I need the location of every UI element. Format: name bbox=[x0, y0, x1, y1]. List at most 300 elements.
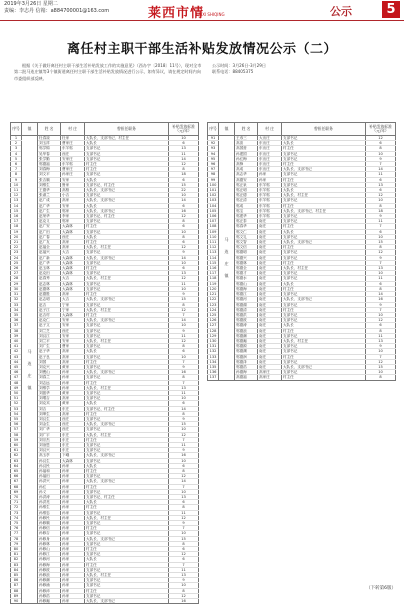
village-cell: 南庄 bbox=[258, 234, 282, 239]
table-header-row bbox=[208, 123, 396, 136]
name-cell: 赵志明 bbox=[38, 297, 61, 302]
seq-cell: 96 bbox=[208, 162, 219, 167]
seq-cell: 20 bbox=[11, 234, 22, 239]
village-cell: 东羊郭 bbox=[258, 214, 282, 219]
village-cell: 南庄 bbox=[258, 266, 282, 271]
seq-cell: 100 bbox=[208, 182, 219, 187]
posts-cell: 支部书记 bbox=[85, 156, 169, 161]
seq-cell: 26 bbox=[11, 266, 22, 271]
name-cell: 赵广新 bbox=[38, 255, 61, 260]
seq-cell: 37 bbox=[11, 323, 22, 328]
posts-cell: 大队长、村主任 bbox=[85, 245, 169, 250]
date-line: 2019年3月26日 星期二 bbox=[4, 1, 58, 7]
posts-cell: 支部书记 bbox=[282, 172, 366, 177]
village-cell: 大森林 bbox=[61, 458, 85, 463]
posts-cell: 支部书记 bbox=[85, 531, 169, 536]
town-cell: 马 连 庄 镇 bbox=[219, 136, 235, 381]
posts-cell: 支部书记 bbox=[85, 286, 169, 291]
village-cell: 孙家 bbox=[61, 588, 85, 593]
contact-note bbox=[212, 63, 392, 76]
posts-cell: 支部书记 bbox=[85, 474, 169, 479]
posts-cell: 村主任 bbox=[85, 162, 169, 167]
posts-cell: 大队长 bbox=[282, 188, 366, 193]
name-cell: 赵春秀 bbox=[38, 276, 61, 281]
name-cell: 郭正泉 bbox=[235, 182, 258, 187]
village-cell: 曹家 bbox=[61, 344, 85, 349]
posts-cell: 支部书记 bbox=[282, 318, 366, 323]
amount-cell: 16 bbox=[169, 453, 199, 458]
seq-cell: 103 bbox=[208, 198, 219, 203]
amount-cell: 12 bbox=[169, 432, 199, 437]
seq-cell: 89 bbox=[11, 593, 22, 598]
village-cell: 高家 bbox=[61, 240, 85, 245]
name-cell: 郭成 bbox=[235, 203, 258, 208]
village-cell: 杜家 bbox=[61, 136, 85, 141]
amount-cell: 14 bbox=[169, 198, 199, 203]
amount-cell: 9 bbox=[169, 578, 199, 583]
name-cell: 郭德潮 bbox=[235, 333, 258, 338]
name-cell: 孙修信 bbox=[38, 526, 61, 531]
name-cell: 郭春华 bbox=[235, 224, 258, 229]
village-cell: 高家 bbox=[61, 396, 85, 401]
seq-cell: 11 bbox=[11, 188, 22, 193]
seq-cell: 88 bbox=[11, 588, 22, 593]
posts-cell: 大队长、支部书记 bbox=[282, 167, 366, 172]
seq-cell: 59 bbox=[11, 437, 22, 442]
name-cell: 孙维忠 bbox=[38, 510, 61, 515]
posts-cell: 大队长、村主任 bbox=[85, 338, 169, 343]
village-cell: 大森林 bbox=[61, 312, 85, 317]
subsidy-table bbox=[10, 122, 199, 604]
amount-cell: 7 bbox=[169, 484, 199, 489]
seq-cell: 110 bbox=[208, 234, 219, 239]
amount-cell: 11 bbox=[169, 567, 199, 572]
amount-cell: 11 bbox=[366, 172, 396, 177]
name-cell: 孙修身 bbox=[38, 536, 61, 541]
name-cell: 郭正清 bbox=[235, 198, 258, 203]
name-cell: 赵广安 bbox=[38, 224, 61, 229]
name-cell: 郭德清 bbox=[235, 307, 258, 312]
seq-cell: 23 bbox=[11, 250, 22, 255]
amount-cell: 9 bbox=[169, 416, 199, 421]
seq-cell: 21 bbox=[11, 240, 22, 245]
village-cell: 孙家 bbox=[61, 469, 85, 474]
village-cell: 南庄 bbox=[258, 364, 282, 369]
posts-cell: 村主任 bbox=[85, 240, 169, 245]
village-cell: 西庄 bbox=[61, 427, 85, 432]
village-cell: 孙家 bbox=[61, 578, 85, 583]
village-cell: 西庄 bbox=[61, 416, 85, 421]
amount-cell: 8 bbox=[169, 411, 199, 416]
name-cell: 孙洪涛 bbox=[38, 495, 61, 500]
name-cell: 高国营 bbox=[235, 146, 258, 151]
name-cell: 郭文仁 bbox=[235, 229, 258, 234]
posts-cell: 支部书记 bbox=[282, 312, 366, 317]
village-cell: 南庄 bbox=[258, 219, 282, 224]
posts-cell: 大队长、支部书记 bbox=[85, 297, 169, 302]
amount-cell: 12 bbox=[169, 338, 199, 343]
seq-cell: 8 bbox=[11, 172, 22, 177]
posts-cell: 支部书记 bbox=[282, 271, 366, 276]
name-cell: 赵子江 bbox=[38, 307, 61, 312]
village-cell: 大森林 bbox=[61, 286, 85, 291]
posts-cell: 支部书记 bbox=[85, 333, 169, 338]
name-cell: 赵克义 bbox=[38, 219, 61, 224]
name-cell: 郭学锦 bbox=[38, 146, 61, 151]
name-cell: 赵广华 bbox=[38, 203, 61, 208]
posts-cell: 大队长、村主任 bbox=[85, 276, 169, 281]
name-cell: 郭德林 bbox=[235, 260, 258, 265]
posts-cell: 大队长、支部书记 bbox=[282, 240, 366, 245]
name-cell: 赵荣华 bbox=[38, 214, 61, 219]
posts-cell: 支部书记 bbox=[85, 390, 169, 395]
village-cell: 孙家 bbox=[61, 484, 85, 489]
seq-cell: 28 bbox=[11, 276, 22, 281]
name-cell: 刘金生 bbox=[38, 422, 61, 427]
amount-cell: 7 bbox=[366, 162, 396, 167]
col-village: 村 庄 bbox=[61, 123, 85, 136]
amount-cell: 9 bbox=[366, 255, 396, 260]
name-cell: 刘广宇 bbox=[38, 432, 61, 437]
seq-cell: 84 bbox=[11, 567, 22, 572]
posts-cell: 支部书记 bbox=[85, 442, 169, 447]
seq-cell: 82 bbox=[11, 557, 22, 562]
name-cell: 孙福和 bbox=[38, 469, 61, 474]
village-cell: 东出庄 bbox=[258, 151, 282, 156]
village-cell: 大吉 bbox=[61, 250, 85, 255]
name-cell: 赵玉林 bbox=[38, 266, 61, 271]
name-cell: 刘坤生 bbox=[38, 411, 61, 416]
village-cell: 黄家 bbox=[61, 401, 85, 406]
village-cell: 南庄 bbox=[258, 307, 282, 312]
posts-cell: 支部书记 bbox=[282, 156, 366, 161]
amount-cell: 12 bbox=[169, 245, 199, 250]
posts-cell: 村主任 bbox=[85, 505, 169, 510]
seq-cell: 78 bbox=[11, 536, 22, 541]
posts-cell: 支部书记 bbox=[85, 567, 169, 572]
name-cell: 赵广友 bbox=[38, 240, 61, 245]
posts-cell: 支部书记 bbox=[282, 250, 366, 255]
village-cell: 孙家 bbox=[61, 593, 85, 598]
amount-cell: 10 bbox=[366, 370, 396, 375]
name-cell: 刘广生 bbox=[38, 344, 61, 349]
seq-cell: 64 bbox=[11, 463, 22, 468]
posts-cell: 支部书记 bbox=[85, 416, 169, 421]
village-cell: 郭家 bbox=[61, 208, 85, 213]
seq-cell: 135 bbox=[208, 364, 219, 369]
amount-cell: 13 bbox=[169, 271, 199, 276]
seq-cell: 43 bbox=[11, 354, 22, 359]
seq-cell: 41 bbox=[11, 344, 22, 349]
posts-cell: 大队长 bbox=[85, 463, 169, 468]
posts-cell: 大队长、支部书记 bbox=[282, 364, 366, 369]
seq-cell: 74 bbox=[11, 515, 22, 520]
col-amount: 补贴发放标准（元/年） bbox=[366, 123, 396, 136]
name-cell: 高成 bbox=[235, 167, 258, 172]
seq-cell: 19 bbox=[11, 229, 22, 234]
posts-cell: 大队长、支部书记、村主任 bbox=[85, 136, 169, 141]
posts-cell: 大队长 bbox=[85, 401, 169, 406]
name-cell: 郭文信 bbox=[235, 245, 258, 250]
name-cell: 孙修顺 bbox=[38, 521, 61, 526]
posts-cell: 支部书记 bbox=[282, 370, 366, 375]
village-cell: 东羊郭 bbox=[258, 193, 282, 198]
name-cell: 刘春梅 bbox=[38, 167, 61, 172]
village-cell: 南庄 bbox=[258, 292, 282, 297]
name-cell: 郭德润 bbox=[235, 354, 258, 359]
seq-cell: 87 bbox=[11, 583, 22, 588]
amount-cell: 10 bbox=[366, 151, 396, 156]
village-cell: 孙家 bbox=[61, 521, 85, 526]
village-cell: 东羊郭 bbox=[258, 182, 282, 187]
posts-cell: 支部书记 bbox=[85, 344, 169, 349]
seq-cell: 16 bbox=[11, 214, 22, 219]
village-cell: 高家 bbox=[61, 245, 85, 250]
name-cell: 孙维生 bbox=[38, 505, 61, 510]
amount-cell: 8 bbox=[169, 234, 199, 239]
section-name: 公示 bbox=[330, 5, 352, 18]
posts-cell: 村主任 bbox=[282, 162, 366, 167]
posts-cell: 大队长、村主任 bbox=[282, 338, 366, 343]
contact-phone: 联系电话：88405375 bbox=[212, 69, 254, 75]
amount-cell: 6 bbox=[169, 349, 199, 354]
seq-cell: 50 bbox=[11, 390, 22, 395]
amount-cell: 15 bbox=[169, 297, 199, 302]
seq-cell: 3 bbox=[11, 146, 22, 151]
name-cell: 刘克兴 bbox=[38, 364, 61, 369]
name-cell: 刘广华 bbox=[38, 427, 61, 432]
seq-cell: 73 bbox=[11, 510, 22, 515]
amount-cell: 6 bbox=[169, 500, 199, 505]
posts-cell: 支部书记 bbox=[85, 151, 169, 156]
village-cell: 孙家 bbox=[61, 505, 85, 510]
posts-cell: 支部书记 bbox=[282, 302, 366, 307]
seq-cell: 131 bbox=[208, 344, 219, 349]
seq-cell: 99 bbox=[208, 177, 219, 182]
name-cell: 赵广成 bbox=[38, 198, 61, 203]
posts-cell: 大队长 bbox=[85, 203, 169, 208]
posts-cell: 村主任 bbox=[85, 547, 169, 552]
name-cell: 孙德海 bbox=[235, 370, 258, 375]
amount-cell: 9 bbox=[169, 250, 199, 255]
seq-cell: 34 bbox=[11, 307, 22, 312]
posts-cell: 支部书记 bbox=[85, 583, 169, 588]
village-cell: 小吉 bbox=[61, 193, 85, 198]
posts-cell: 支部书记 bbox=[85, 541, 169, 546]
name-cell: 刘宗杰 bbox=[38, 437, 61, 442]
posts-cell: 大队长、支部书记 bbox=[85, 198, 169, 203]
seq-cell: 42 bbox=[11, 349, 22, 354]
seq-cell: 122 bbox=[208, 297, 219, 302]
name-cell: 刘志远 bbox=[38, 380, 61, 385]
name-cell: 郭德河 bbox=[235, 297, 258, 302]
seq-cell: 72 bbox=[11, 505, 22, 510]
amount-cell: 9 bbox=[169, 292, 199, 297]
amount-cell: 14 bbox=[169, 318, 199, 323]
seq-cell: 126 bbox=[208, 318, 219, 323]
amount-cell: 10 bbox=[169, 136, 199, 141]
seq-cell: 130 bbox=[208, 338, 219, 343]
amount-cell: 14 bbox=[366, 292, 396, 297]
amount-cell: 10 bbox=[169, 583, 199, 588]
name-cell: 郭德洪 bbox=[235, 312, 258, 317]
seq-cell: 128 bbox=[208, 328, 219, 333]
amount-cell: 12 bbox=[169, 515, 199, 520]
posts-cell: 大队长 bbox=[85, 234, 169, 239]
name-cell: 刘兰平 bbox=[38, 338, 61, 343]
amount-cell: 14 bbox=[169, 479, 199, 484]
village-cell: 孙家 bbox=[61, 479, 85, 484]
posts-cell: 支部书记 bbox=[85, 354, 169, 359]
posts-cell: 村主任 bbox=[282, 203, 366, 208]
seq-cell: 13 bbox=[11, 198, 22, 203]
posts-cell: 村主任 bbox=[282, 286, 366, 291]
village-cell: 西庄 bbox=[61, 151, 85, 156]
seq-cell: 56 bbox=[11, 422, 22, 427]
posts-cell: 支部书记 bbox=[282, 359, 366, 364]
name-cell: 刘增吉 bbox=[38, 396, 61, 401]
posts-cell: 村主任 bbox=[282, 146, 366, 151]
name-cell: 高锋 bbox=[235, 162, 258, 167]
village-cell: 安家 bbox=[61, 338, 85, 343]
amount-cell: 16 bbox=[169, 599, 199, 604]
posts-cell: 支部书记 bbox=[85, 172, 169, 177]
posts-cell: 村主任 bbox=[85, 266, 169, 271]
amount-cell: 8 bbox=[169, 469, 199, 474]
col-name: 姓 名 bbox=[38, 123, 61, 136]
seq-cell: 111 bbox=[208, 240, 219, 245]
name-cell: 孙修吉 bbox=[38, 531, 61, 536]
posts-cell: 支部书记 bbox=[282, 214, 366, 219]
amount-cell: 18 bbox=[169, 172, 199, 177]
amount-cell: 9 bbox=[366, 302, 396, 307]
name-cell: 郭德涛 bbox=[235, 323, 258, 328]
name-cell: 赵克田 bbox=[38, 271, 61, 276]
name-cell: 郭正德 bbox=[235, 193, 258, 198]
seq-cell: 46 bbox=[11, 370, 22, 375]
seq-cell: 104 bbox=[208, 203, 219, 208]
amount-cell: 6 bbox=[366, 323, 396, 328]
seq-cell: 98 bbox=[208, 172, 219, 177]
name-cell: 郭德兴 bbox=[235, 255, 258, 260]
seq-cell: 86 bbox=[11, 578, 22, 583]
seq-cell: 27 bbox=[11, 271, 22, 276]
name-cell: 郭德泽 bbox=[235, 359, 258, 364]
posts-cell: 支部书记 bbox=[85, 593, 169, 598]
village-cell: 南庄 bbox=[258, 333, 282, 338]
village-cell: 东羊郭 bbox=[258, 198, 282, 203]
name-cell: 刘国 bbox=[38, 359, 61, 364]
posts-cell: 村主任 bbox=[85, 469, 169, 474]
village-cell: 大吉 bbox=[61, 297, 85, 302]
amount-cell: 8 bbox=[366, 375, 396, 380]
village-cell: 东出庄 bbox=[258, 162, 282, 167]
village-cell: 南庄 bbox=[258, 260, 282, 265]
seq-cell: 90 bbox=[11, 599, 22, 604]
seq-cell: 134 bbox=[208, 359, 219, 364]
village-cell: 高家庄 bbox=[258, 375, 282, 380]
amount-cell: 12 bbox=[366, 318, 396, 323]
seq-cell: 48 bbox=[11, 380, 22, 385]
posts-cell: 村主任 bbox=[85, 312, 169, 317]
village-cell: 安家 bbox=[61, 318, 85, 323]
seq-cell: 17 bbox=[11, 219, 22, 224]
name-cell: 高玉亭 bbox=[38, 453, 61, 458]
village-cell: 孙家 bbox=[61, 370, 85, 375]
name-cell: 赵子良 bbox=[38, 354, 61, 359]
posts-cell: 村主任 bbox=[85, 359, 169, 364]
posts-cell: 支部书记、村主任 bbox=[85, 406, 169, 411]
subsidy-table-right bbox=[207, 122, 396, 381]
page-header bbox=[0, 0, 404, 21]
village-cell: 南庄 bbox=[258, 328, 282, 333]
village-cell: 李家 bbox=[61, 214, 85, 219]
village-cell: 孙家 bbox=[61, 547, 85, 552]
village-cell: 东庄 bbox=[61, 406, 85, 411]
village-cell: 南庄 bbox=[258, 250, 282, 255]
name-cell: 孙红梅 bbox=[235, 156, 258, 161]
amount-cell: 12 bbox=[366, 136, 396, 141]
seq-cell: 125 bbox=[208, 312, 219, 317]
amount-cell: 6 bbox=[169, 141, 199, 146]
posts-cell: 大队长、支部书记 bbox=[282, 297, 366, 302]
seq-cell: 92 bbox=[208, 141, 219, 146]
name-cell: 赵广生 bbox=[38, 208, 61, 213]
amount-cell: 9 bbox=[169, 328, 199, 333]
seq-cell: 97 bbox=[208, 167, 219, 172]
seq-cell: 83 bbox=[11, 562, 22, 567]
posts-cell: 支部书记 bbox=[85, 552, 169, 557]
seq-cell: 77 bbox=[11, 531, 22, 536]
seq-cell: 114 bbox=[208, 255, 219, 260]
posts-cell: 大队长 bbox=[282, 281, 366, 286]
posts-cell: 大队长、支部书记 bbox=[85, 370, 169, 375]
village-cell: 孙家 bbox=[61, 500, 85, 505]
posts-cell: 大队长、支部书记 bbox=[85, 208, 169, 213]
posts-cell: 大队长、村主任 bbox=[85, 432, 169, 437]
seq-cell: 105 bbox=[208, 208, 219, 213]
seq-cell: 61 bbox=[11, 448, 22, 453]
name-cell: 赵广华 bbox=[38, 260, 61, 265]
posts-cell: 大队长、村主任 bbox=[282, 193, 366, 198]
posts-cell: 支部书记 bbox=[85, 328, 169, 333]
name-cell: 郭德明 bbox=[235, 250, 258, 255]
publicity-period: 公示时间：3月26日-3月29日 bbox=[212, 63, 266, 68]
name-cell: 赵吉 bbox=[38, 302, 61, 307]
amount-cell: 13 bbox=[169, 573, 199, 578]
posts-cell: 支部书记 bbox=[85, 396, 169, 401]
posts-cell: 支部书记 bbox=[282, 292, 366, 297]
name-cell: 郭德浩 bbox=[235, 364, 258, 369]
intro-text bbox=[14, 63, 204, 82]
amount-cell: 16 bbox=[169, 208, 199, 213]
village-cell: 高家庄 bbox=[258, 370, 282, 375]
name-cell: 郭德水 bbox=[235, 276, 258, 281]
col-seq: 序号 bbox=[11, 123, 22, 136]
col-town: 镇 bbox=[22, 123, 38, 136]
name-cell: 郭宝 bbox=[235, 208, 258, 213]
amount-cell: 6 bbox=[169, 463, 199, 468]
brand-logo: 莱西市情 bbox=[148, 6, 205, 21]
seq-cell: 137 bbox=[208, 375, 219, 380]
amount-cell: 13 bbox=[366, 338, 396, 343]
village-cell: 安家 bbox=[61, 323, 85, 328]
name-cell: 赵德林 bbox=[38, 286, 61, 291]
village-cell: 高家 bbox=[61, 292, 85, 297]
posts-cell: 支部书记 bbox=[85, 323, 169, 328]
amount-cell: 18 bbox=[366, 208, 396, 213]
village-cell: 孙家 bbox=[61, 567, 85, 572]
